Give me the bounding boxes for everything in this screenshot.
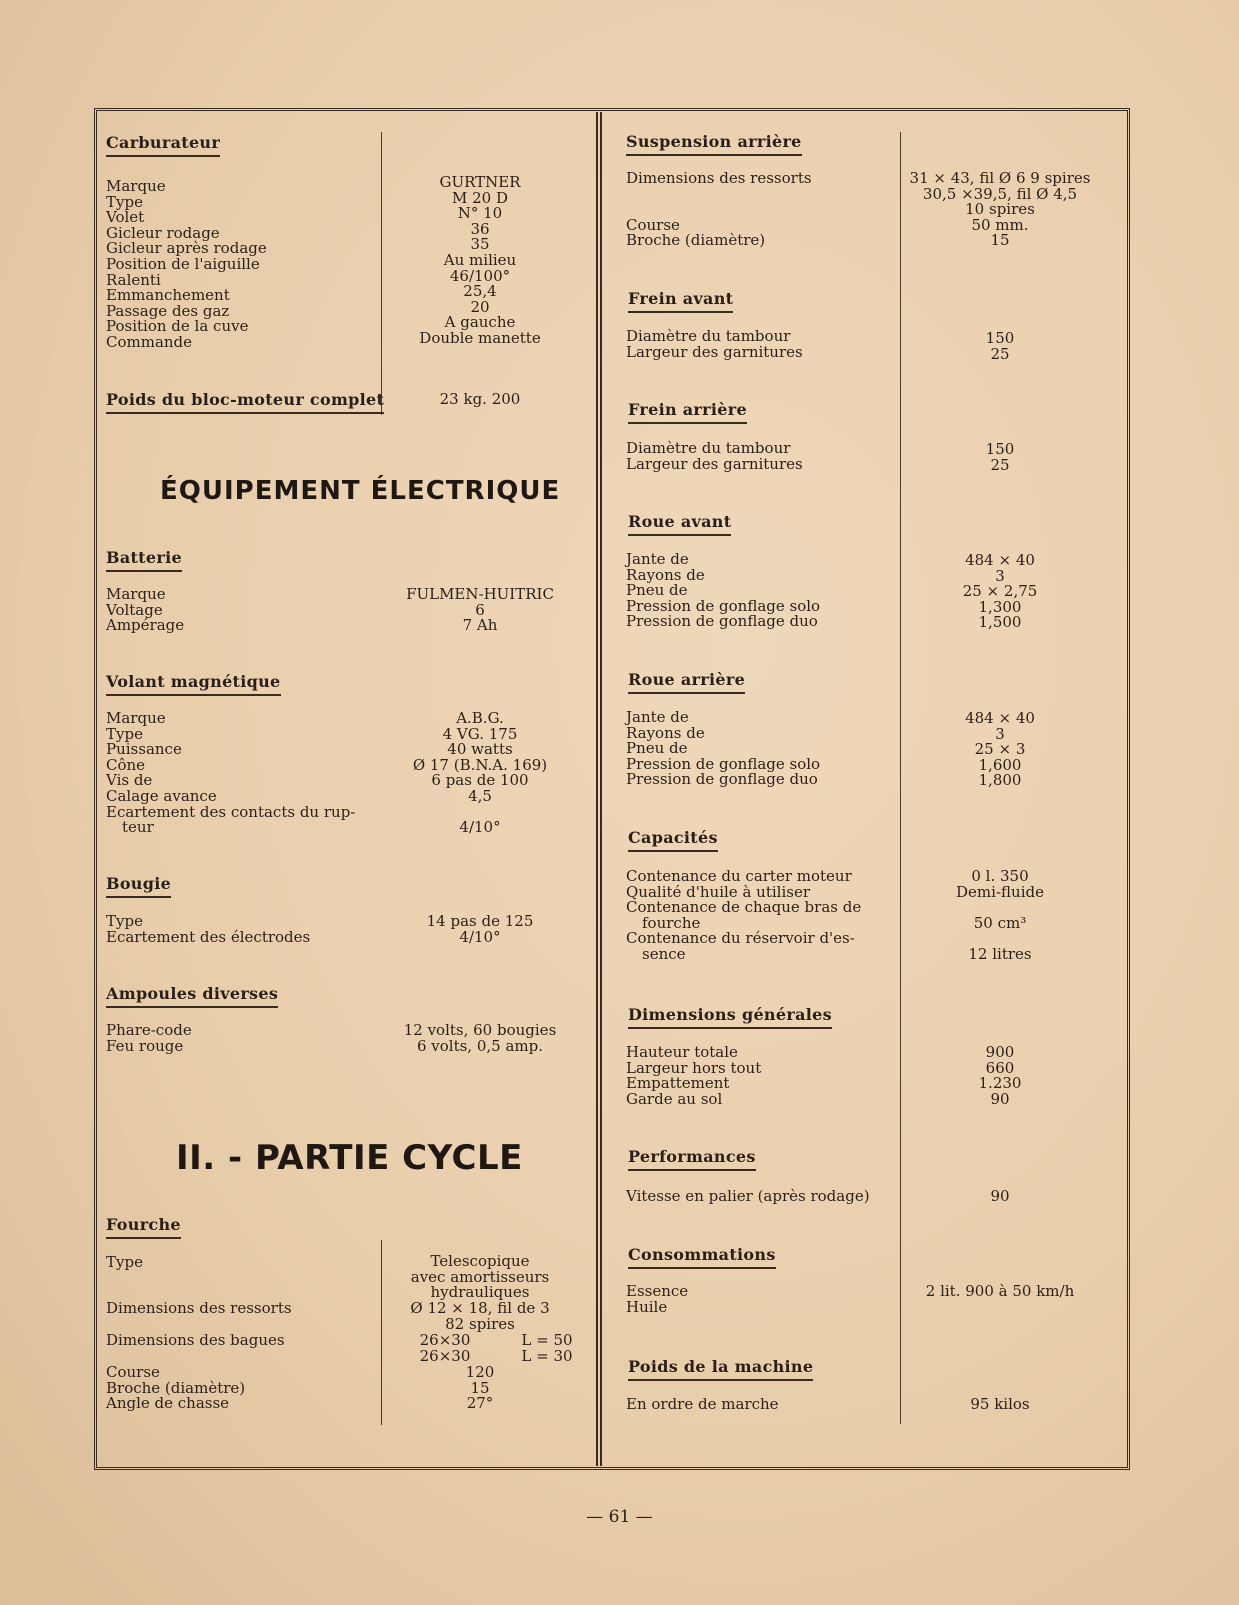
spec-label: Diamètre du tambour <box>626 439 791 457</box>
section-title: Suspension arrière <box>626 132 802 156</box>
spec-value: 3 <box>995 724 1005 743</box>
spec-label: fourche <box>642 913 701 932</box>
spec-value: 1,300 <box>978 597 1022 616</box>
spec-value: 40 watts <box>447 740 513 759</box>
spec-value: 25 <box>990 455 1010 474</box>
fourche-ressorts-label: Dimensions des ressorts <box>106 1299 292 1317</box>
spec-label: Vis de <box>106 771 153 790</box>
spec-label: Volet <box>106 208 145 227</box>
spec-label: Pneu de <box>626 739 688 758</box>
section-title: Performances <box>628 1147 756 1171</box>
spec-value: 1.230 <box>978 1074 1022 1093</box>
spec-label: Pression de gonflage solo <box>626 754 821 773</box>
poids-machine-label: En ordre de marche <box>626 1395 779 1413</box>
spec-value: Double manette <box>419 329 541 347</box>
spec-value: 36 <box>470 219 490 238</box>
spec-value: 20 <box>470 297 490 316</box>
poids-bloc-label: Poids du bloc-moteur complet <box>106 390 384 414</box>
spec-label: Course <box>626 215 680 234</box>
spec-label: Broche (diamètre) <box>626 231 766 250</box>
spec-label: sence <box>642 945 686 963</box>
section-title: Ampoules diverses <box>106 984 278 1008</box>
spec-label: Position de l'aiguille <box>106 255 260 273</box>
spec-value: 30,5 ×39,5, fil Ø 4,5 <box>922 184 1078 203</box>
spec-label: Contenance du carter moteur <box>626 867 852 885</box>
performances-value: 90 <box>990 1187 1010 1205</box>
spec-label: Contenance de chaque bras de <box>626 898 862 917</box>
spec-value: 25,4 <box>463 282 497 301</box>
section-title: Frein avant <box>628 289 733 313</box>
spec-value: FULMEN-HUITRIC <box>406 585 554 603</box>
spec-value: 25 × 3 <box>974 740 1026 759</box>
section-title: Batterie <box>106 548 182 572</box>
spec-value: 2 lit. 900 à 50 km/h <box>925 1282 1075 1300</box>
spec-value: 82 spires <box>445 1314 515 1333</box>
spec-value: 6 volts, 0,5 amp. <box>416 1036 544 1055</box>
spec-value: 484 × 40 <box>965 551 1035 569</box>
spec-value: 4/10° <box>459 927 501 946</box>
performances-label: Vitesse en palier (après rodage) <box>626 1187 870 1205</box>
spec-label: Broche (diamètre) <box>106 1378 246 1397</box>
section-title: Fourche <box>106 1215 181 1239</box>
spec-value: Demi-fluide <box>956 882 1044 901</box>
spec-value: A.B.G. <box>456 709 504 727</box>
spec-label: Pression de gonflage duo <box>626 612 818 631</box>
table-frame <box>94 108 1130 1470</box>
spec-label: Phare-code <box>106 1021 192 1039</box>
section-title: Bougie <box>106 874 171 898</box>
spec-value: 14 pas de 125 <box>426 912 534 930</box>
spec-value: 4 VG. 175 <box>442 724 518 743</box>
spec-label: Essence <box>626 1282 689 1300</box>
spec-label: Ecartement des contacts du rup- <box>106 802 356 821</box>
spec-value: avec amortisseurs <box>410 1267 550 1286</box>
spec-value: 12 litres <box>968 945 1032 963</box>
spec-label: Calage avance <box>106 787 217 805</box>
spec-label: Dimensions des ressorts <box>626 169 812 187</box>
spec-label: Marque <box>106 585 166 603</box>
poids-bloc-value: 23 kg. 200 <box>439 390 521 408</box>
spec-label: Jante de <box>626 550 689 568</box>
spec-label: Rayons de <box>626 565 705 584</box>
bague-cell: 26×30 <box>419 1331 471 1349</box>
spec-value: M 20 D <box>451 188 508 207</box>
poids-machine-value: 95 kilos <box>970 1395 1030 1413</box>
spec-value: Au milieu <box>443 251 517 269</box>
spec-label: Marque <box>106 709 166 727</box>
page-number: — 61 — <box>586 1507 653 1527</box>
spec-label: Type <box>106 724 143 743</box>
spec-value: 900 <box>985 1043 1015 1061</box>
right-column-divider <box>900 132 901 1424</box>
section-title: Frein arrière <box>628 400 747 424</box>
bague-cell: 26×30 <box>419 1346 471 1365</box>
spec-label: Largeur hors tout <box>626 1058 762 1077</box>
spec-value: 35 <box>470 235 490 254</box>
spec-value: 150 <box>985 440 1015 458</box>
spec-label: Gicleur rodage <box>106 223 220 242</box>
spec-label: Ampérage <box>106 616 185 635</box>
section-title: Consommations <box>628 1245 776 1269</box>
spec-value: 6 pas de 100 <box>431 771 529 790</box>
spec-value: Telescopique <box>430 1252 530 1270</box>
heading-partie-cycle: II. - PARTIE CYCLE <box>176 1138 523 1178</box>
spec-value: 0 l. 350 <box>971 867 1029 885</box>
spec-value: 660 <box>985 1058 1015 1077</box>
section-title: Capacités <box>628 828 718 852</box>
spec-label: Passage des gaz <box>106 301 230 320</box>
spec-label: Angle de chasse <box>106 1394 230 1413</box>
fourche-bagues-label: Dimensions des bagues <box>106 1331 285 1349</box>
spec-value: 1,800 <box>978 771 1022 790</box>
spec-value: GURTNER <box>439 173 521 191</box>
spec-label: Type <box>106 912 143 930</box>
spec-value: 1,600 <box>978 755 1022 774</box>
section-title: Roue arrière <box>628 670 745 694</box>
spec-label: Voltage <box>106 600 163 619</box>
spec-label: Ecartement des électrodes <box>106 927 311 946</box>
center-divider <box>596 112 602 1466</box>
spec-label: Qualité d'huile à utiliser <box>626 882 810 901</box>
spec-value: 3 <box>995 566 1005 585</box>
spec-value: 50 cm³ <box>973 913 1027 932</box>
spec-value: 27° <box>466 1394 494 1413</box>
section-title: Roue avant <box>628 512 731 536</box>
spec-value: 25 × 2,75 <box>962 582 1038 601</box>
spec-label: Ralenti <box>106 270 161 289</box>
spec-label: Hauteur totale <box>626 1043 738 1061</box>
spec-label: Largeur des garnitures <box>626 342 803 361</box>
spec-label: Gicleur après rodage <box>106 239 267 258</box>
spec-label: Rayons de <box>626 723 705 742</box>
spec-value: A gauche <box>444 313 516 332</box>
spec-value: Ø 17 (B.N.A. 169) <box>412 755 548 774</box>
spec-value: 90 <box>990 1089 1010 1108</box>
spec-label: Pression de gonflage solo <box>626 596 821 615</box>
heading-equipement-electrique: ÉQUIPEMENT ÉLECTRIQUE <box>160 476 561 506</box>
spec-value: hydrauliques <box>430 1283 530 1302</box>
spec-label: Puissance <box>106 740 182 759</box>
spec-value: 484 × 40 <box>965 709 1035 727</box>
section-title: Dimensions générales <box>628 1005 832 1029</box>
spec-value: N° 10 <box>457 204 503 223</box>
section-title: Volant magnétique <box>106 672 281 696</box>
spec-label: Course <box>106 1363 160 1381</box>
spec-value: 4,5 <box>468 787 492 805</box>
spec-value: 10 spires <box>965 200 1035 219</box>
spec-value: 1,500 <box>978 613 1022 632</box>
spec-value: 31 × 43, fil Ø 6 9 spires <box>909 169 1091 187</box>
section-title: Carburateur <box>106 133 220 157</box>
spec-label: Jante de <box>626 708 689 726</box>
spec-value: 120 <box>465 1363 495 1381</box>
spec-label: teur <box>122 818 154 837</box>
spec-label: Type <box>106 192 143 211</box>
spec-label: Position de la cuve <box>106 317 249 336</box>
fourche-type-label: Type <box>106 1253 143 1271</box>
spec-value: Ø 12 × 18, fil de 3 <box>410 1299 550 1317</box>
spec-value: 150 <box>985 329 1015 347</box>
bague-cell: L = 50 <box>521 1331 573 1349</box>
spec-label: Marque <box>106 177 166 195</box>
spec-value: 50 mm. <box>971 215 1029 234</box>
spec-value: 25 <box>990 344 1010 363</box>
spec-value: 6 <box>475 600 485 619</box>
spec-label: Empattement <box>626 1074 730 1093</box>
spec-label: Garde au sol <box>626 1089 723 1108</box>
spec-label: Pneu de <box>626 581 688 600</box>
spec-label: Feu rouge <box>106 1036 184 1055</box>
spec-label: Pression de gonflage duo <box>626 770 818 789</box>
bague-cell: L = 30 <box>521 1346 573 1365</box>
section-title: Poids de la machine <box>628 1357 813 1381</box>
spec-value: 15 <box>990 231 1010 250</box>
spec-label: Emmanchement <box>106 286 230 305</box>
spec-label: Largeur des garnitures <box>626 454 803 473</box>
spec-value: 4/10° <box>459 818 501 837</box>
spec-label: Huile <box>626 1297 668 1316</box>
spec-label: Cône <box>106 755 146 774</box>
spec-value: 46/100° <box>449 266 511 285</box>
spec-label: Diamètre du tambour <box>626 327 791 345</box>
spec-value: 12 volts, 60 bougies <box>403 1021 557 1039</box>
spec-label: Contenance du réservoir d'es- <box>626 929 855 948</box>
spec-value: 7 Ah <box>462 616 498 635</box>
spec-label: Commande <box>106 333 193 351</box>
spec-value: 15 <box>470 1378 490 1397</box>
